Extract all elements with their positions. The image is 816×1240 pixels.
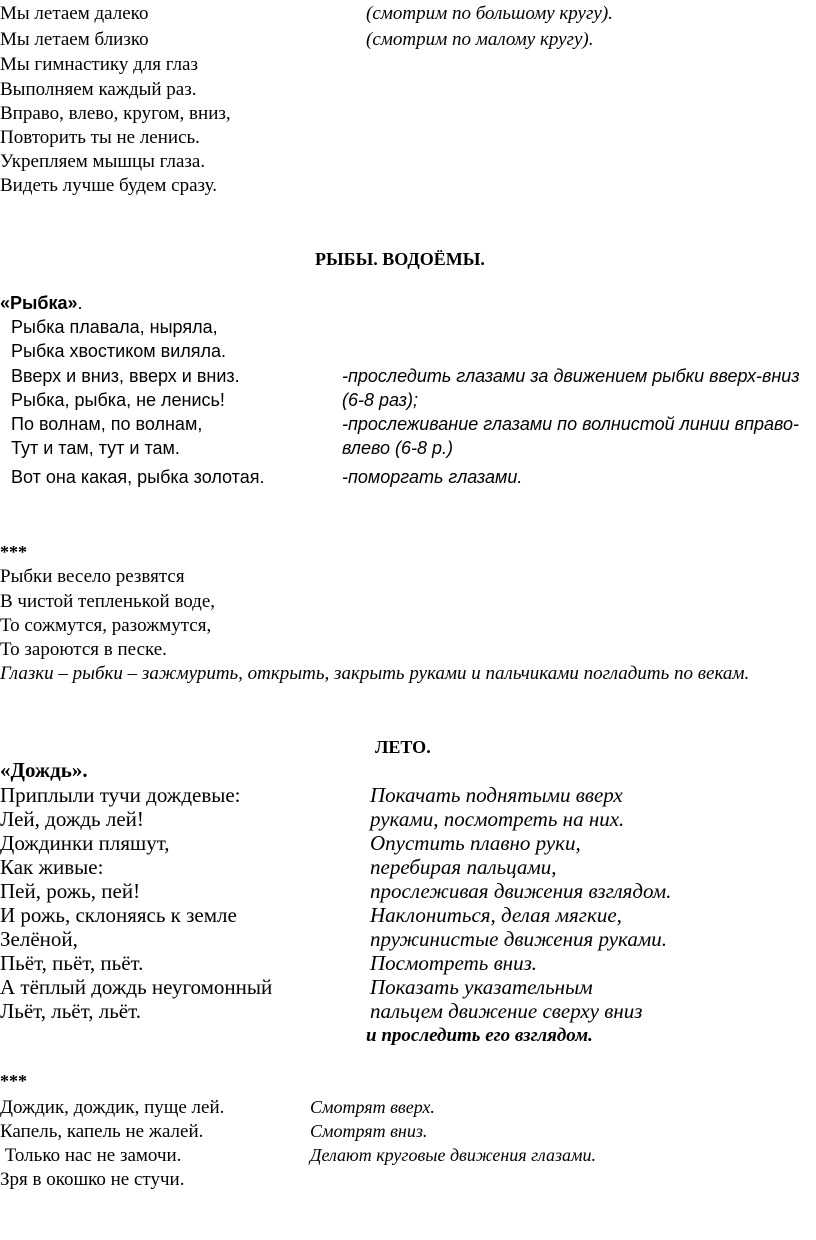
poem-line: Вверх и вниз, вверх и вниз. [11,366,240,386]
poem-instruction: Смотрят вниз. [310,1121,428,1141]
poem-instruction: пружинистые движения руками. [370,927,667,951]
poem-line: Тут и там, тут и там. [11,438,180,458]
poem-separator: *** [0,542,27,562]
poem-instruction: -поморгать глазами. [342,467,523,487]
poem-instruction: Наклониться, делая мягкие, [370,903,622,927]
poem-instruction: (6-8 раз); [342,390,418,410]
poem-instruction: влево (6-8 р.) [342,438,453,458]
poem-instruction: Смотрят вверх. [310,1097,435,1117]
poem-line: Рыбка плавала, ныряла, [11,317,218,337]
poem-line: По волнам, по волнам, [11,414,203,434]
poem-line: Мы летаем близко [0,29,149,50]
poem-instruction: Посмотреть вниз. [370,951,538,975]
poem-line: Вот она какая, рыбка золотая. [11,467,265,487]
poem-instruction: руками, посмотреть на них. [370,807,625,831]
poem-title [0,294,83,312]
poem-line: Выполняем каждый раз. [0,79,197,100]
poem-line: Только нас не замочи. [0,1145,182,1166]
poem-line: И рожь, склоняясь к земле [0,903,237,927]
poem-line: Капель, капель не жалей. [0,1121,204,1142]
poem-line: Пьёт, пьёт, пьёт. [0,951,144,975]
poem-line: То сожмутся, разожмутся, [0,615,212,636]
poem-instruction: Покачать поднятыми вверх [370,783,623,807]
poem-line: А тёплый дождь неугомонный [0,975,273,999]
poem-line: Вправо, влево, кругом, вниз, [0,103,231,124]
poem-line: Лей, дождь лей! [0,807,144,831]
poem-line: Рыбка хвостиком виляла. [11,341,227,361]
poem-instruction: прослеживая движения взглядом. [370,879,672,903]
poem-instruction: Глазки – рыбки – зажмурить, открыть, закрыть руками и пальчиками погладить по векам. [0,663,750,684]
poem-line: Рыбки весело резвятся [0,566,185,587]
poem-line: Повторить ты не ленись. [0,127,200,148]
poem-line: Дождик, дождик, пуще лей. [0,1097,225,1118]
poem-line: Мы летаем далеко [0,3,149,24]
poem-instruction: -прослеживание глазами по волнистой линии вправо- [342,414,800,434]
poem-line: Пей, рожь, пей! [0,879,141,903]
poem-line: Мы гимнастику для глаз [0,54,198,75]
poem-line: В чистой тепленькой воде, [0,591,216,612]
poem-line: Видеть лучше будем сразу. [0,175,217,196]
poem-instruction: и проследить его взглядом. [366,1025,593,1046]
poem-instruction: Делают круговые движения глазами. [310,1145,597,1165]
poem-instruction: Показать указательным [370,975,593,999]
poem-instruction: (смотрим по малому кругу). [366,29,594,50]
poem-line: Как живые: [0,855,104,879]
poem-line: Укрепляем мышцы глаза. [0,151,206,172]
poem-instruction: перебирая пальцами, [370,855,557,879]
poem-instruction: Опустить плавно руки, [370,831,581,855]
poem-line: Зря в окошко не стучи. [0,1169,185,1190]
section-heading: РЫБЫ. ВОДОЁМЫ. [315,249,485,269]
poem-line: Приплыли тучи дождевые: [0,783,241,807]
poem-title-text: «Рыбка» [0,293,78,313]
poem-line: То зароются в песке. [0,639,167,660]
poem-line: Зелёной, [0,927,78,951]
poem-title-suffix: . [77,293,83,313]
poem-title: «Дождь». [0,758,88,782]
poem-instruction: пальцем движение сверху вниз [370,999,643,1023]
section-heading: ЛЕТО. [375,737,431,757]
poem-instruction: (смотрим по большому кругу). [366,3,613,24]
poem-instruction: -проследить глазами за движением рыбки вверх-вниз [342,366,800,386]
poem-line: Льёт, льёт, льёт. [0,999,141,1023]
poem-line: Рыбка, рыбка, не ленись! [11,390,225,410]
poem-separator: *** [0,1071,27,1091]
poem-line: Дождинки пляшут, [0,831,170,855]
